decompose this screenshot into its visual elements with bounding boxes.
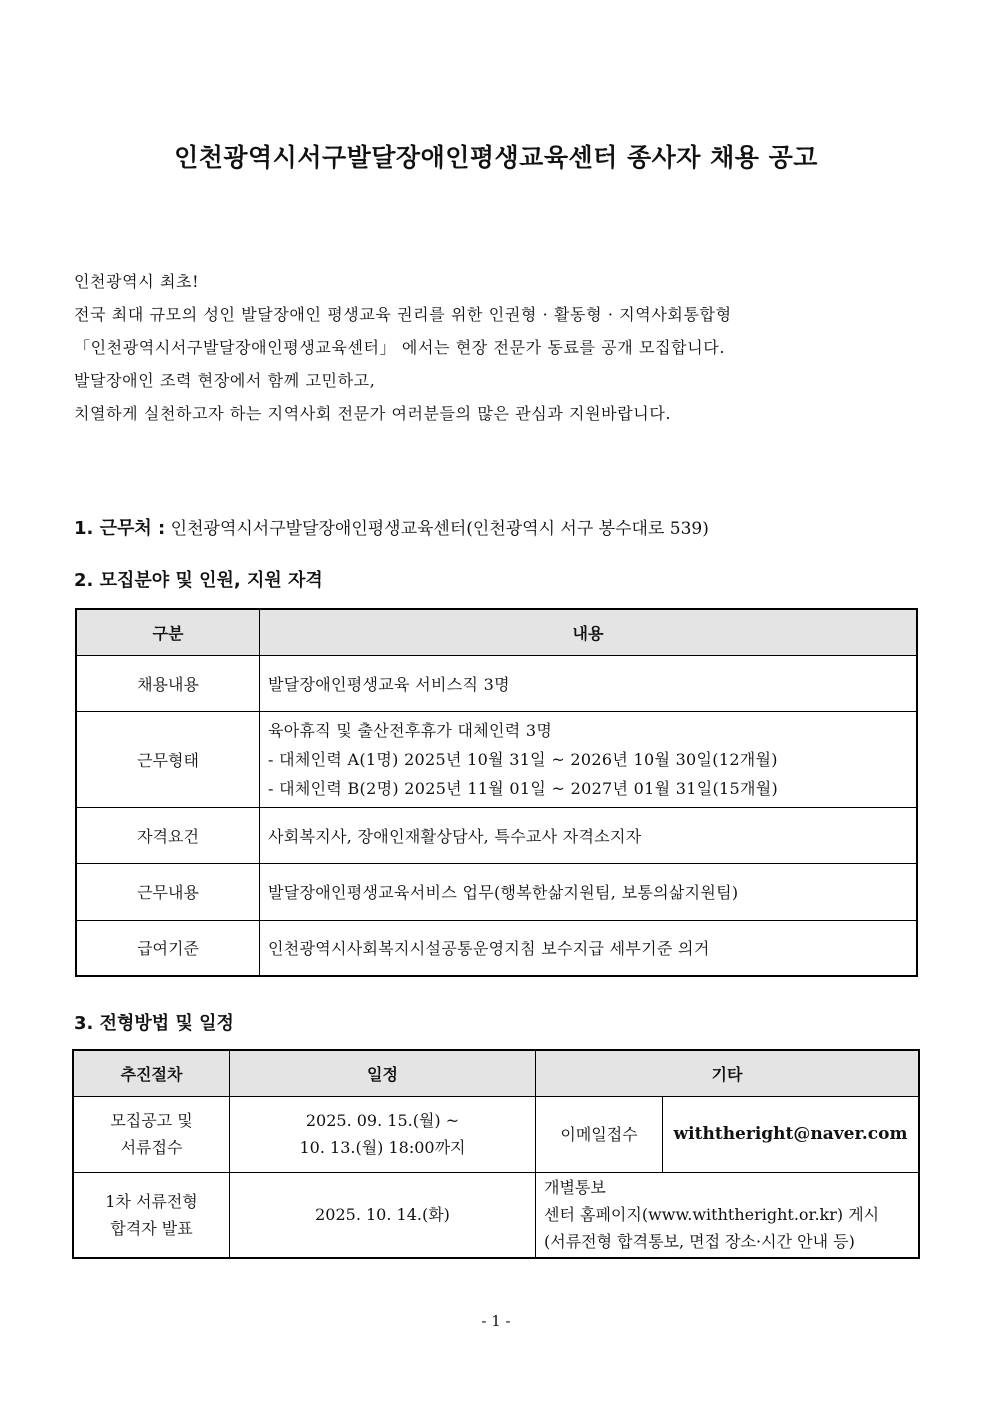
etc-cell (536, 1172, 920, 1258)
homepage-link[interactable]: 센터 홈페이지(www.withtheright.or.kr) 게시 (544, 1205, 880, 1225)
row-content: 인천광역시사회복지시설공통운영지침 보수지급 세부기준 의거 (260, 920, 918, 976)
schedule-table (72, 1049, 920, 1259)
row-label: 자격요건 (76, 807, 260, 863)
row-content: 발달장애인평생교육 서비스직 3명 (260, 655, 918, 711)
etc-line: 개별통보 (544, 1178, 606, 1198)
table-header-row (76, 609, 917, 655)
email-address[interactable]: withtheright@naver.com (663, 1096, 920, 1172)
intro-line: 「인천광역시서구발달장애인평생교육센터」 에서는 현장 전문가 동료를 공개 모집합니다. (74, 338, 726, 357)
table-header-row (73, 1050, 919, 1096)
row-label: 근무형태 (76, 711, 260, 807)
step-line: 합격자 발표 (110, 1218, 193, 1238)
table-row (76, 863, 917, 920)
table-row (76, 655, 917, 711)
section-heading: 2. 모집분야 및 인원, 지원 자격 (74, 570, 323, 591)
step-line: 서류접수 (120, 1138, 183, 1157)
table-header: 일정 (230, 1050, 536, 1096)
content-line: - 대체인력 B(2명) 2025년 11월 01일 ~ 2027년 01월 31일(15개월) (268, 778, 779, 798)
content-line: 육아휴직 및 출산전후휴가 대체인력 3명 (268, 720, 553, 740)
schedule-cell: 2025. 10. 14.(화) (230, 1172, 536, 1258)
page-title: 인천광역시서구발달장애인평생교육센터 종사자 채용 공고 (174, 143, 818, 172)
row-content (260, 711, 918, 807)
row-content: 사회복지사, 장애인재활상담사, 특수교사 자격소지자 (260, 807, 918, 863)
step-cell (73, 1096, 230, 1172)
step-cell (73, 1172, 230, 1258)
table-row (73, 1172, 919, 1258)
section-process (74, 1009, 234, 1035)
page-number: - 1 - (481, 1312, 511, 1330)
table-header: 내용 (260, 609, 918, 655)
row-content: 발달장애인평생교육서비스 업무(행복한삶지원팀, 보통의삶지원팀) (260, 863, 918, 920)
intro-line: 치열하게 실천하고자 하는 지역사회 전문가 여러분들의 많은 관심과 지원바랍니다. (74, 404, 672, 423)
intro-line: 인천광역시 최초! (74, 272, 200, 291)
table-header: 추진절차 (73, 1050, 230, 1096)
intro-paragraph (74, 265, 732, 430)
section-heading: 1. 근무처 : (74, 518, 166, 539)
intro-line: 전국 최대 규모의 성인 발달장애인 평생교육 권리를 위한 인권형 · 활동형 · 지역사회통합형 (74, 305, 732, 324)
row-label: 채용내용 (76, 655, 260, 711)
workplace-text: 인천광역시서구발달장애인평생교육센터(인천광역시 서구 봉수대로 539) (170, 519, 709, 539)
table-header: 구분 (76, 609, 260, 655)
etc-line: (서류전형 합격통보, 면접 장소·시간 안내 등) (544, 1232, 855, 1252)
section-recruitment (74, 566, 323, 592)
schedule-cell (230, 1096, 536, 1172)
recruitment-table (75, 608, 918, 977)
table-row (76, 807, 917, 863)
row-label: 근무내용 (76, 863, 260, 920)
table-row (76, 920, 917, 976)
section-heading: 3. 전형방법 및 일정 (74, 1013, 234, 1034)
step-line: 1차 서류전형 (105, 1191, 198, 1211)
schedule-line: 10. 13.(월) 18:00까지 (299, 1138, 466, 1157)
step-line: 모집공고 및 (110, 1111, 193, 1130)
section-workplace (74, 514, 709, 540)
schedule-line: 2025. 09. 15.(월) ~ (305, 1111, 460, 1130)
etc-label: 이메일접수 (536, 1096, 663, 1172)
intro-line: 발달장애인 조력 현장에서 함께 고민하고, (74, 371, 376, 390)
content-line: - 대체인력 A(1명) 2025년 10월 31일 ~ 2026년 10월 30일(12개월) (268, 749, 778, 769)
table-row (76, 711, 917, 807)
table-header: 기타 (536, 1050, 920, 1096)
table-row (73, 1096, 919, 1172)
row-label: 급여기준 (76, 920, 260, 976)
